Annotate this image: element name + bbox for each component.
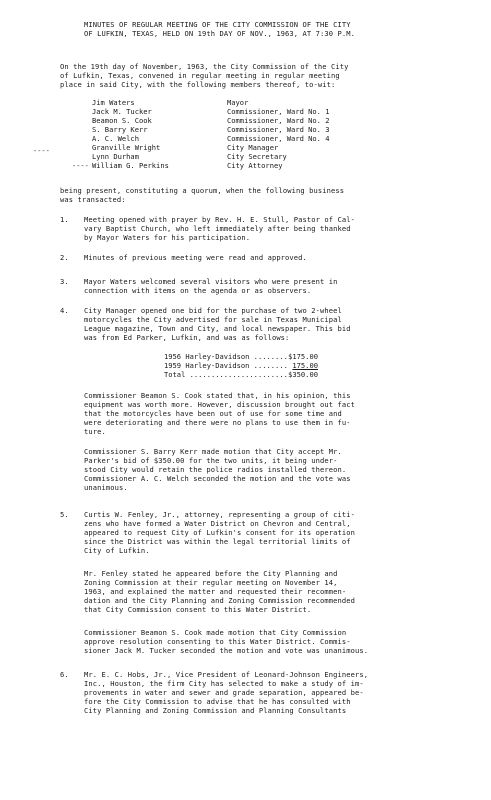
member-name: A. C. Welch [92, 134, 139, 143]
member-title: Commissioner, Ward No. 1 [227, 107, 330, 116]
item-4-motion-line: Parker's bid of $350.00 for the two units, it being under- [84, 456, 338, 465]
member-name: S. Barry Kerr [92, 125, 148, 134]
margin-mark: ---- [72, 162, 89, 170]
margin-mark: ---- [33, 147, 50, 155]
member-title: City Attorney [227, 161, 283, 170]
member-row [92, 125, 330, 134]
item-5-line: zens who have formed a Water District on Chevron and Central, [84, 519, 351, 528]
member-title: City Manager [227, 143, 279, 152]
item-5-line: sioner Jack M. Tucker seconded the motion and vote was unanimous. [84, 646, 369, 655]
item-6-line: provements in water and sewer and grade separation, appeared be- [84, 688, 364, 697]
member-name: Lynn Durham [92, 152, 139, 161]
bid-row [164, 370, 318, 379]
item-5-line: Curtis W. Fenley, Jr., attorney, representing a group of citi- [84, 510, 355, 519]
item-4-motion-line: unanimous. [84, 483, 128, 492]
item-4-paragraph-line: Commissioner Beamon S. Cook stated that, in his opinion, this [84, 391, 351, 400]
header-line-2: OF LUFKIN, TEXAS, HELD ON 19th DAY OF NOV., 1963, AT 7:30 P.M. [84, 29, 355, 38]
bid-label: 1956 Harley-Davidson ........ [164, 352, 288, 361]
member-name: Beamon S. Cook [92, 116, 152, 125]
member-title: Mayor [227, 98, 249, 107]
member-row [92, 107, 330, 116]
member-row [92, 134, 330, 143]
item-4-paragraph-line: equipment was worth more. However, discussion brought out fact [84, 400, 355, 409]
item-1-line: Meeting opened with prayer by Rev. H. E. Stull, Pastor of Cal- [84, 215, 355, 224]
bid-amount: 175.00 [292, 361, 318, 370]
item-6-line: City Planning and Zoning Commission and Planning Consultants [84, 706, 347, 715]
item-5-line: 1963, and explained the matter and requested their recommen- [84, 587, 347, 596]
bid-label: Total ....................... [164, 370, 288, 379]
item-6-line: Mr. E. C. Hobs, Jr., Vice President of Leonard-Johnson Engineers, [84, 670, 369, 679]
item-4-motion-line: stood City would retain the police radios installed thereon. [84, 465, 347, 474]
member-row [92, 143, 330, 152]
item-4-paragraph-line: ture. [84, 427, 106, 436]
member-title: Commissioner, Ward No. 3 [227, 125, 330, 134]
item-number: 5. [60, 510, 69, 519]
item-5-line: Zoning Commission at their regular meeting on November 14, [84, 578, 338, 587]
member-title: Commissioner, Ward No. 4 [227, 134, 330, 143]
item-number: 3. [60, 277, 69, 286]
item-4-line: was from Ed Parker, Lufkin, and was as follows: [84, 333, 290, 342]
item-number: 4. [60, 306, 69, 315]
item-number: 2. [60, 253, 69, 262]
item-2-line: Minutes of previous meeting were read and approved. [84, 253, 307, 262]
member-row [92, 161, 330, 170]
item-number: 6. [60, 670, 69, 679]
item-4-line: City Manager opened one bid for the purchase of two 2-wheel [84, 306, 342, 315]
opening-line-3: place in said City, with the following members thereof, to-wit: [60, 80, 336, 89]
item-4-paragraph-line: were deteriorating and there were no plans to use them in fu- [84, 418, 351, 427]
item-3-line: Mayor Waters welcomed several visitors who were present in [84, 277, 338, 286]
quorum-line-2: was transacted: [60, 195, 126, 204]
bid-amount: $175.00 [288, 352, 318, 361]
item-5-line: approve resolution consenting to this Water District. Commis- [84, 637, 351, 646]
item-4-line: motorcycles the City advertised for sale in Texas Municipal [84, 315, 342, 324]
bid-label: 1959 Harley-Davidson ........ [164, 361, 288, 370]
item-6-line: fore the City Commission to advise that he has consulted with [84, 697, 351, 706]
item-5-line: that City Commission consent to this Water District. [84, 605, 312, 614]
item-5-line: Mr. Fenley stated he appeared before the City Planning and [84, 569, 338, 578]
item-4-paragraph-line: that the motorcycles have been out of use for some time and [84, 409, 342, 418]
quorum-line-1: being present, constituting a quorum, when the following business [60, 186, 345, 195]
member-row [92, 152, 330, 161]
item-number: 1. [60, 215, 69, 224]
item-5-line: since the District was within the legal territorial limits of [84, 537, 351, 546]
member-title: Commissioner, Ward No. 2 [227, 116, 330, 125]
item-1-line: vary Baptist Church, who left immediately after being thanked [84, 224, 351, 233]
bid-row [164, 361, 318, 370]
opening-line-1: On the 19th day of November, 1963, the City Commission of the City [60, 62, 349, 71]
member-title: City Secretary [227, 152, 287, 161]
item-4-motion-line: Commissioner A. C. Welch seconded the motion and the vote was [84, 474, 351, 483]
item-6-line: Inc., Houston, the firm City has selected to make a study of im- [84, 679, 364, 688]
item-4-motion-line: Commissioner S. Barry Kerr made motion that City accept Mr. [84, 447, 342, 456]
members-list [92, 98, 330, 170]
member-name: Granville Wright [92, 143, 161, 152]
item-5-line: appeared to request City of Lufkin's consent for its operation [84, 528, 355, 537]
opening-line-2: of Lufkin, Texas, convened in regular meeting in regular meeting [60, 71, 340, 80]
member-row [92, 116, 330, 125]
item-5-line: dation and the City Planning and Zoning Commission recommended [84, 596, 355, 605]
bid-total-amount: $350.00 [288, 370, 318, 379]
header-line-1: MINUTES OF REGULAR MEETING OF THE CITY COMMISSION OF THE CITY [84, 20, 351, 29]
member-name: William G. Perkins [92, 161, 169, 170]
item-1-line: by Mayor Waters for his participation. [84, 233, 251, 242]
item-3-line: connection with items on the agenda or as observers. [84, 286, 312, 295]
item-5-line: Commissioner Beamon S. Cook made motion that City Commission [84, 628, 347, 637]
member-name: Jim Waters [92, 98, 135, 107]
member-row [92, 98, 330, 107]
item-4-line: League magazine, Town and City, and local newspaper. This bid [84, 324, 351, 333]
member-name: Jack M. Tucker [92, 107, 152, 116]
bid-row [164, 352, 318, 361]
bid-table [164, 352, 318, 379]
item-5-line: City of Lufkin. [84, 546, 150, 555]
